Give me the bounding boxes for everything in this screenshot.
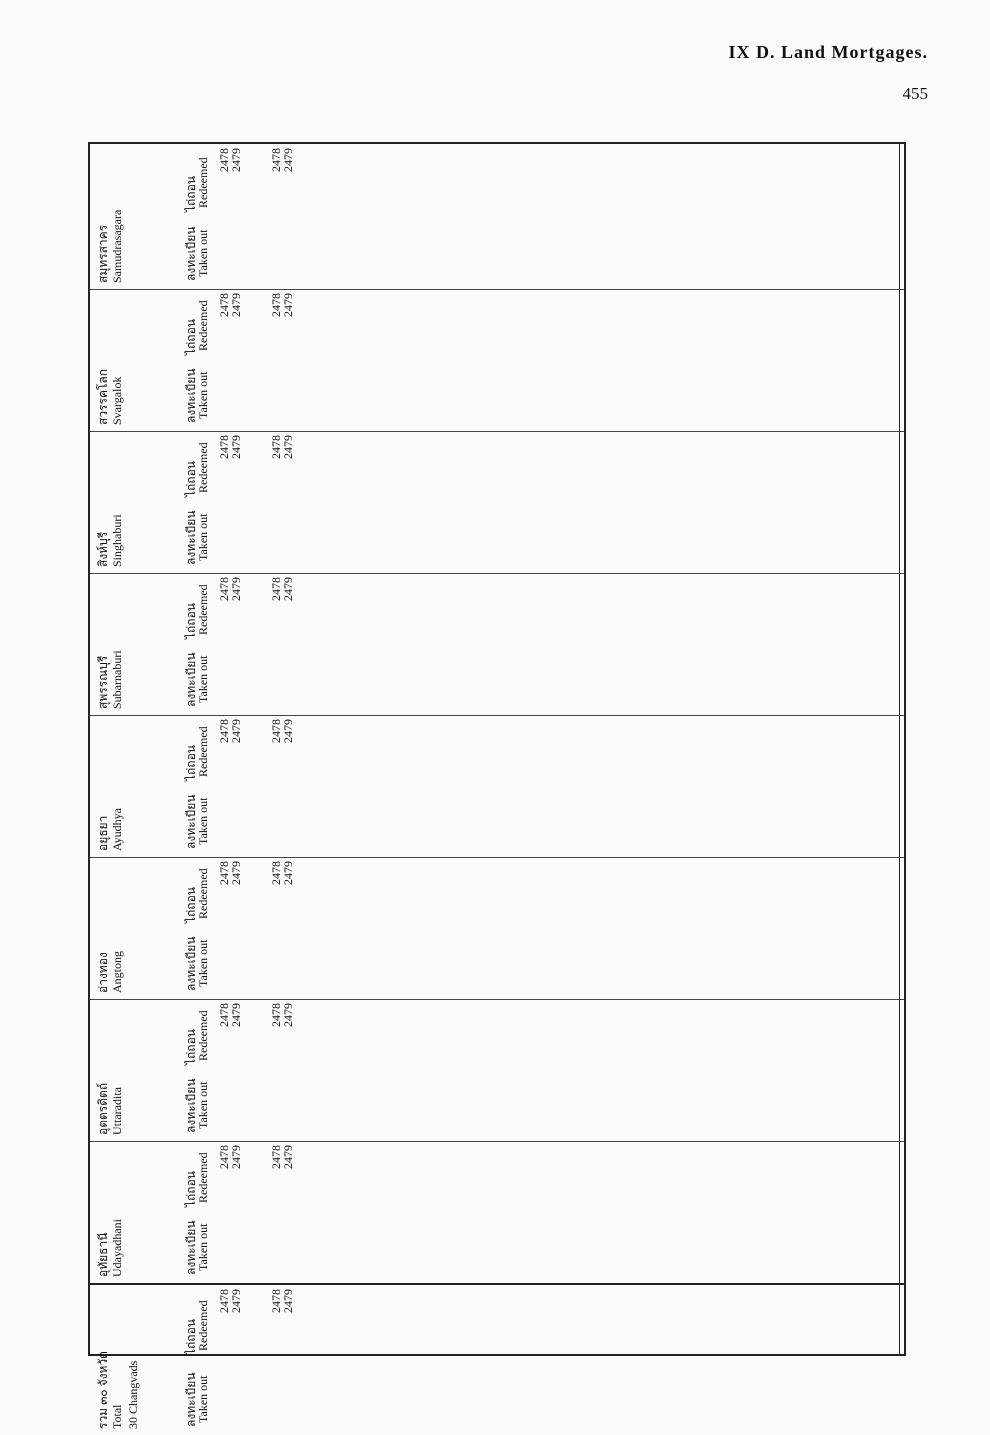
sub-label-thai: ลงทะเบียน bbox=[184, 1372, 198, 1427]
year-label: 2478 bbox=[217, 1003, 231, 1027]
year-label: 2479 bbox=[281, 861, 295, 885]
sub-label-english: Taken out bbox=[196, 229, 210, 277]
sub-label-thai: ไถ่ถอน bbox=[184, 319, 198, 355]
province-name-thai: อุทัยธานี bbox=[96, 1232, 110, 1277]
sub-label-thai: ลงทะเบียน bbox=[184, 368, 198, 423]
province-name-thai: อยุธยา bbox=[96, 815, 110, 851]
year-label: 2478 bbox=[269, 577, 283, 601]
page-number: 455 bbox=[902, 84, 928, 103]
year-label: 2478 bbox=[269, 1289, 283, 1313]
province-name-english: Udayadhani bbox=[110, 1219, 124, 1277]
sub-label-english: Taken out bbox=[196, 513, 210, 561]
sub-label-thai: ลงทะเบียน bbox=[184, 794, 198, 849]
province-row-group bbox=[90, 999, 904, 1142]
sub-label-thai: ไถ่ถอน bbox=[184, 1171, 198, 1207]
year-label: 2479 bbox=[229, 1145, 243, 1169]
province-name-thai: สิงห์บุรี bbox=[96, 531, 110, 567]
year-label: 2478 bbox=[269, 861, 283, 885]
province-name-english: Singhaburi bbox=[110, 514, 124, 567]
sub-label-thai: ไถ่ถอน bbox=[184, 745, 198, 781]
mortgage-table bbox=[88, 142, 906, 1429]
sub-label-english: Taken out bbox=[196, 1375, 210, 1423]
year-label: 2478 bbox=[217, 1289, 231, 1313]
page-title: IX D. Land Mortgages. bbox=[728, 42, 928, 62]
year-label: 2479 bbox=[281, 293, 295, 317]
year-label: 2479 bbox=[281, 719, 295, 743]
province-name-english: Angtong bbox=[110, 951, 124, 993]
year-label: 2479 bbox=[229, 719, 243, 743]
year-label: 2478 bbox=[269, 293, 283, 317]
year-label: 2479 bbox=[229, 435, 243, 459]
year-label: 2479 bbox=[281, 1289, 295, 1313]
sub-label-thai: ลงทะเบียน bbox=[184, 652, 198, 707]
year-label: 2478 bbox=[269, 148, 283, 172]
province-row-group bbox=[90, 144, 904, 290]
year-label: 2478 bbox=[269, 719, 283, 743]
sub-label-thai: ลงทะเบียน bbox=[184, 1220, 198, 1275]
province-row-group bbox=[90, 289, 904, 432]
sub-label-thai: ไถ่ถอน bbox=[184, 887, 198, 923]
year-label: 2479 bbox=[229, 861, 243, 885]
province-row-group bbox=[90, 573, 904, 716]
sub-label-english: Redeemed bbox=[196, 1152, 210, 1203]
province-name-english: Total bbox=[110, 1404, 124, 1429]
sub-label-thai: ลงทะเบียน bbox=[184, 1078, 198, 1133]
year-label: 2478 bbox=[217, 719, 231, 743]
sub-label-thai: ไถ่ถอน bbox=[184, 461, 198, 497]
sub-label-english: Taken out bbox=[196, 797, 210, 845]
year-label: 2479 bbox=[281, 1003, 295, 1027]
sub-label-english: Redeemed bbox=[196, 1010, 210, 1061]
province-name-english: Samudrasagara bbox=[110, 209, 124, 283]
year-label: 2478 bbox=[217, 435, 231, 459]
year-label: 2479 bbox=[281, 148, 295, 172]
sub-label-thai: ไถ่ถอน bbox=[184, 1029, 198, 1065]
province-name-english: Ayudhya bbox=[110, 808, 124, 851]
sub-label-thai: ไถ่ถอน bbox=[184, 1319, 198, 1355]
year-label: 2478 bbox=[217, 148, 231, 172]
sub-label-thai: ไถ่ถอน bbox=[184, 603, 198, 639]
year-label: 2479 bbox=[281, 1145, 295, 1169]
province-row-group bbox=[90, 1141, 904, 1284]
province-name-english: Svargalok bbox=[110, 376, 124, 425]
year-label: 2479 bbox=[229, 148, 243, 172]
year-label: 2479 bbox=[229, 577, 243, 601]
year-label: 2479 bbox=[229, 1289, 243, 1313]
province-name-thai: สวรรคโลก bbox=[96, 368, 110, 425]
sub-label-english: Redeemed bbox=[196, 868, 210, 919]
year-label: 2478 bbox=[269, 1145, 283, 1169]
province-row-group bbox=[90, 857, 904, 1000]
province-name-english-2: 30 Changvads bbox=[126, 1360, 140, 1429]
sub-label-thai: ลงทะเบียน bbox=[184, 510, 198, 565]
year-label: 2479 bbox=[229, 293, 243, 317]
year-label: 2478 bbox=[217, 577, 231, 601]
sub-label-thai: ไถ่ถอน bbox=[184, 176, 198, 212]
sub-label-english: Redeemed bbox=[196, 300, 210, 351]
year-label: 2478 bbox=[217, 1145, 231, 1169]
year-label: 2479 bbox=[229, 1003, 243, 1027]
year-label: 2478 bbox=[269, 1003, 283, 1027]
total-row-group bbox=[90, 1283, 904, 1435]
sub-label-english: Redeemed bbox=[196, 584, 210, 635]
sub-label-english: Redeemed bbox=[196, 1300, 210, 1351]
sub-label-english: Redeemed bbox=[196, 157, 210, 208]
year-label: 2478 bbox=[217, 861, 231, 885]
province-name-english: Subarnaburi bbox=[110, 650, 124, 709]
province-row-group bbox=[90, 431, 904, 574]
sub-label-english: Taken out bbox=[196, 939, 210, 987]
year-label: 2479 bbox=[281, 435, 295, 459]
province-name-thai: รวม ๓๐ จังหวัด bbox=[96, 1351, 110, 1429]
sub-label-english: Taken out bbox=[196, 655, 210, 703]
province-name-english: Uttaradita bbox=[110, 1087, 124, 1135]
sub-label-english: Redeemed bbox=[196, 726, 210, 777]
sub-label-english: Taken out bbox=[196, 1223, 210, 1271]
province-name-thai: อ่างทอง bbox=[96, 952, 110, 993]
year-label: 2478 bbox=[217, 293, 231, 317]
sub-label-thai: ลงทะเบียน bbox=[184, 226, 198, 281]
sub-label-thai: ลงทะเบียน bbox=[184, 936, 198, 991]
province-row-group bbox=[90, 715, 904, 858]
year-label: 2479 bbox=[281, 577, 295, 601]
province-name-thai: สมุทรสาคร bbox=[96, 224, 110, 283]
province-name-thai: อุตตรดิตถ์ bbox=[96, 1082, 110, 1135]
sub-label-english: Redeemed bbox=[196, 442, 210, 493]
sub-label-english: Taken out bbox=[196, 371, 210, 419]
province-name-thai: สุพรรณบุรี bbox=[96, 655, 110, 709]
sub-label-english: Taken out bbox=[196, 1081, 210, 1129]
year-label: 2478 bbox=[269, 435, 283, 459]
